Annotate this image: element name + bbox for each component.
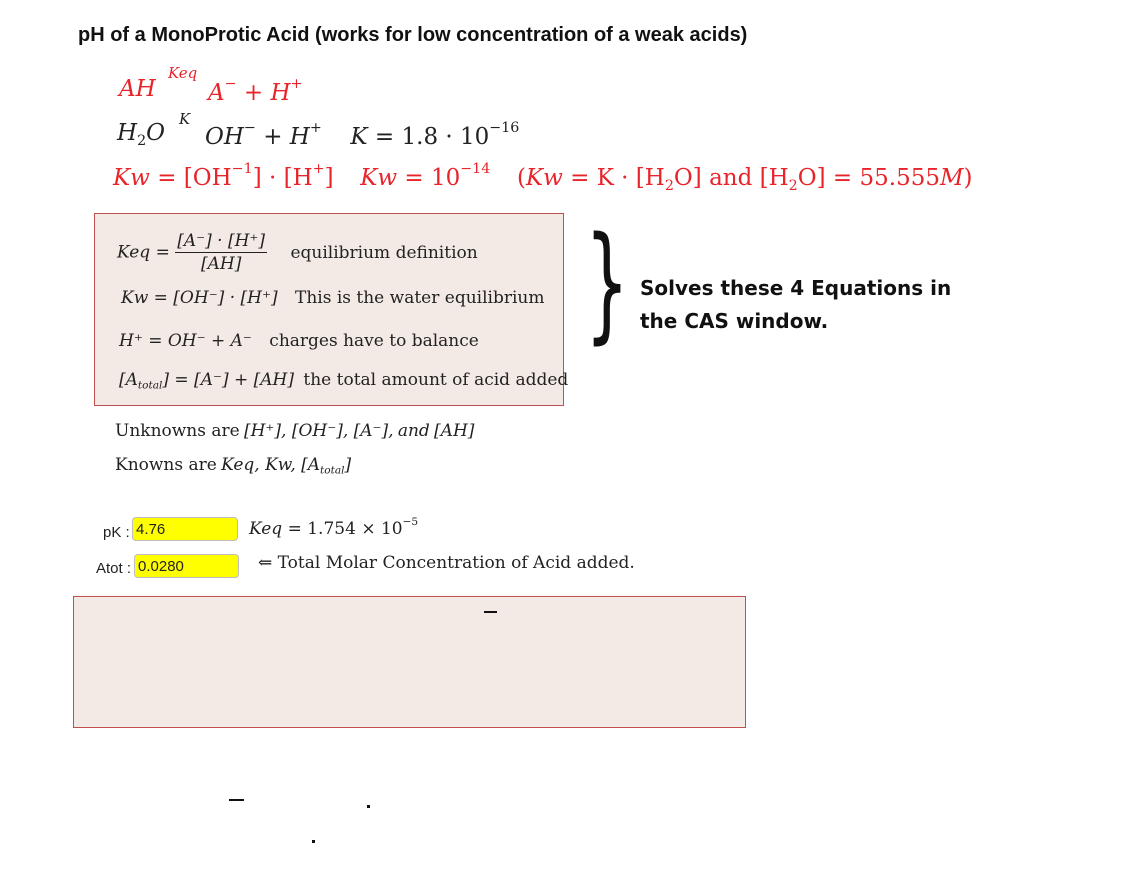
dot-mark [312, 840, 315, 843]
plus-sign: + [243, 80, 264, 107]
kw-definition-line [113, 161, 973, 194]
kw-eq-oh: = [OH [157, 165, 232, 192]
kw-symbol: Kw [360, 165, 398, 192]
atot-label: Atot : [96, 560, 132, 577]
unknowns-line [115, 421, 474, 441]
proton-charge: + [290, 76, 303, 92]
proton-charge: + [309, 120, 322, 136]
keq-result [249, 516, 418, 539]
keq-fraction [175, 231, 267, 274]
mass-balance-math-rhs: ] = [A⁻] + [AH] [162, 370, 294, 390]
equation-mass-balance [119, 370, 568, 392]
atot-input[interactable]: 0.0280 [134, 554, 239, 578]
total-subscript: total [320, 464, 345, 477]
anion-charge: − [224, 76, 237, 92]
dash-mark [484, 611, 497, 613]
h-charge: + [312, 161, 325, 177]
hydroxide-charge: − [243, 120, 256, 136]
kw-eq-h: ] · [H [252, 165, 313, 192]
k-arrow-label: K [179, 110, 191, 128]
acid-rhs [208, 76, 303, 106]
h2o-close: O] [797, 165, 826, 192]
water-rhs [205, 120, 519, 150]
mass-balance-description: the total amount of acid added [303, 370, 569, 390]
knowns-list: Keq, Kw, [A [221, 455, 321, 475]
dash-mark [229, 799, 244, 801]
pk-input[interactable]: 4.76 [132, 517, 238, 541]
total-subscript: total [137, 379, 163, 392]
acid-dissociation-equation [119, 76, 156, 102]
charge-balance-description: charges have to balance [269, 331, 479, 351]
unknowns-label: Unknowns are [115, 421, 240, 441]
water-h: H [117, 120, 138, 146]
keq-description: equilibrium definition [290, 242, 478, 263]
page-title: pH of a MonoProtic Acid (works for low concentration of a weak acids) [78, 24, 748, 46]
keq-numerator: [A⁻] · [H⁺] [177, 231, 266, 251]
proton: H [270, 80, 291, 107]
kw-value: = 10 [404, 165, 461, 192]
h2o-open: [H [759, 165, 789, 192]
results-panel [73, 596, 746, 728]
proton: H [289, 124, 310, 151]
kw-symbol: Kw [525, 165, 563, 192]
unknowns-and: and [397, 421, 430, 441]
bracket-close: ] [344, 455, 352, 475]
kw-exponent: −14 [460, 161, 491, 177]
unknowns-list: [H⁺], [OH⁻], [A⁻], [243, 421, 394, 441]
bracket-close: ] [324, 165, 334, 192]
knowns-line [115, 455, 351, 477]
paren-open: ( [516, 165, 526, 192]
k-symbol: K [350, 124, 368, 151]
keq-result-exponent: −5 [402, 516, 419, 528]
right-brace: } [585, 209, 630, 356]
unknowns-last: [AH] [434, 421, 475, 441]
plus-sign: + [263, 124, 283, 151]
equation-kw [121, 288, 544, 308]
solves-note: Solves these 4 Equations in the CAS window. [640, 276, 952, 333]
keq-result-value: = 1.754 × 10 [287, 518, 403, 539]
k-exponent: −16 [489, 120, 520, 136]
kw-description: This is the water equilibrium [294, 288, 545, 308]
equation-keq [117, 231, 478, 274]
pk-label: pK : [103, 524, 130, 541]
water-dissociation-equation [117, 120, 165, 149]
dot-mark [367, 805, 370, 808]
acid-lhs: AH [119, 76, 156, 102]
keq-lhs: Keq = [117, 242, 170, 263]
mass-balance-math: [A [119, 370, 138, 390]
atot-note: ⇐ Total Molar Concentration of Acid added. [258, 553, 635, 573]
oh-exponent: −1 [231, 161, 253, 177]
keq-result-lhs: Keq [249, 518, 283, 539]
knowns-label: Knowns are [115, 455, 217, 475]
equation-charge-balance [119, 331, 479, 351]
anion: A [208, 80, 225, 107]
molar-unit: M [939, 165, 964, 192]
k-value: = 1.8 · 10 [374, 124, 490, 151]
paren-close: ) [963, 165, 973, 192]
kw-k-h2o: = K · [H [570, 165, 665, 192]
keq-denominator: [AH] [200, 254, 242, 274]
hydroxide: OH [205, 124, 244, 151]
water-o: O [146, 120, 165, 146]
keq-arrow-label: Keq [168, 64, 198, 82]
kw-symbol: Kw [113, 165, 150, 192]
and-word: and [709, 165, 753, 192]
charge-balance-math: H⁺ = OH⁻ + A⁻ [119, 331, 252, 351]
h2o-subscript: 2 [788, 178, 798, 195]
h2o-close: O] [673, 165, 702, 192]
water-concentration: = 55.555 [832, 165, 940, 192]
water-subscript: 2 [137, 132, 147, 149]
h2o-subscript: 2 [664, 178, 674, 195]
kw-math: Kw = [OH⁻] · [H⁺] [121, 288, 278, 308]
